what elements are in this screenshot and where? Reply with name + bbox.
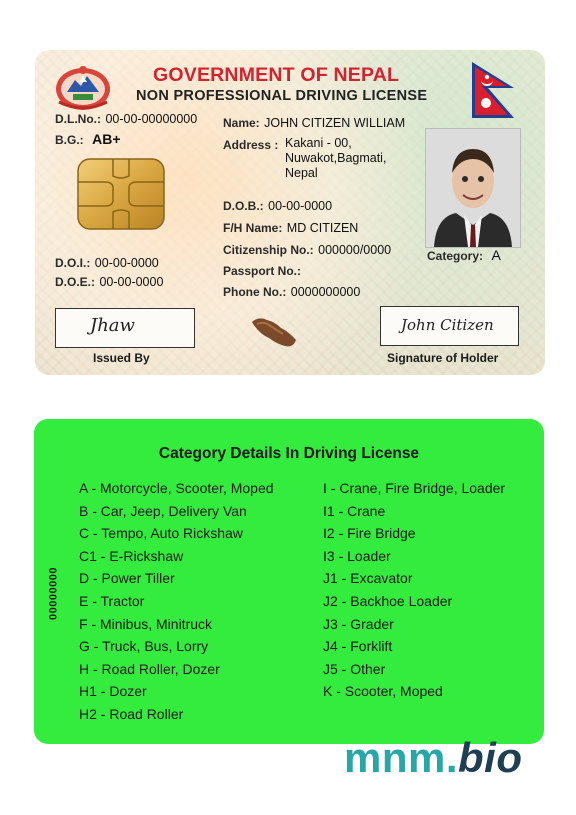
fh-name-label: F/H Name: xyxy=(223,221,283,235)
list-item: A - Motorcycle, Scooter, Moped xyxy=(79,480,274,496)
brand-part-1: mnm. xyxy=(344,734,459,781)
list-item: H2 - Road Roller xyxy=(79,705,184,722)
citizenship-value: 000000/0000 xyxy=(318,243,392,257)
doi-value: 00-00-0000 xyxy=(94,256,159,270)
doe-row xyxy=(55,273,163,291)
name-value: JOHN CITIZEN WILLIAM xyxy=(264,116,406,130)
brand-part-2: bio xyxy=(458,734,523,781)
list-item: I2 - Fire Bridge xyxy=(323,525,416,542)
nepal-flag-icon xyxy=(468,60,518,120)
list-item: I1 - Crane xyxy=(323,502,386,519)
category-row xyxy=(427,247,501,265)
list-item: C - Tempo, Auto Rickshaw xyxy=(79,525,243,542)
fh-name-value: MD CITIZEN xyxy=(286,221,359,235)
license-type-title: NON PROFESSIONAL DRIVING LICENSE xyxy=(136,88,428,104)
nepal-emblem-icon xyxy=(53,62,113,112)
doi-label: D.O.I.: xyxy=(55,256,91,270)
fh-name-row xyxy=(223,219,358,237)
dl-number-label: D.L.No.: xyxy=(55,112,101,126)
holder-signature-box xyxy=(380,306,519,346)
list-item: J1 - Excavator xyxy=(323,570,413,587)
list-item: F - Minibus, Minitruck xyxy=(79,615,213,632)
name-row xyxy=(223,114,405,132)
issuer-signature-box xyxy=(55,308,195,348)
blood-group-value: AB+ xyxy=(92,131,121,147)
phone-row xyxy=(223,283,360,301)
dob-row xyxy=(223,197,332,215)
list-item: J5 - Other xyxy=(323,660,386,677)
license-front-card xyxy=(35,50,545,375)
category-value: A xyxy=(491,247,501,263)
category-details-title: Category Details In Driving License xyxy=(158,445,420,462)
list-item: J4 - Forklift xyxy=(323,638,393,655)
doe-value: 00-00-0000 xyxy=(99,275,164,289)
holder-photo xyxy=(425,128,521,248)
government-title: GOVERNMENT OF NEPAL xyxy=(153,64,400,86)
issued-by-label: Issued By xyxy=(93,351,150,365)
vertical-serial-number: 00000000 xyxy=(46,567,58,621)
list-item: G - Truck, Bus, Lorry xyxy=(79,638,209,655)
doe-label: D.O.E.: xyxy=(55,275,96,289)
category-list-right xyxy=(323,477,505,703)
list-item: B - Car, Jeep, Delivery Van xyxy=(79,502,247,519)
category-list-left xyxy=(79,477,274,726)
name-label: Name: xyxy=(223,116,260,130)
address-line-3: Nepal xyxy=(285,166,318,180)
citizenship-label: Citizenship No.: xyxy=(223,243,314,257)
list-item: I - Crane, Fire Bridge, Loader xyxy=(323,480,506,496)
list-item: J2 - Backhoe Loader xyxy=(323,592,453,609)
phone-label: Phone No.: xyxy=(223,285,287,299)
citizenship-row xyxy=(223,241,391,259)
dob-label: D.O.B.: xyxy=(223,199,264,213)
blood-group-row xyxy=(55,131,121,149)
smart-chip-icon xyxy=(77,158,165,230)
brand-watermark xyxy=(344,734,523,782)
list-item: D - Power Tiller xyxy=(79,570,175,587)
list-item: J3 - Grader xyxy=(323,615,394,632)
phone-value: 0000000000 xyxy=(290,285,361,299)
address-line-1: Kakani - 00, xyxy=(285,136,352,150)
address-line-2: Nuwakot,Bagmati, xyxy=(285,151,387,165)
license-back-card xyxy=(34,419,544,744)
address-label: Address : xyxy=(223,138,279,152)
nepal-map-icon xyxy=(249,312,299,352)
list-item: H - Road Roller, Dozer xyxy=(79,660,220,677)
list-item: C1 - E-Rickshaw xyxy=(79,547,184,564)
doi-row xyxy=(55,254,159,272)
dl-number-row xyxy=(55,110,197,128)
list-item: E - Tractor xyxy=(79,592,145,609)
holder-signature: John Citizen xyxy=(401,316,494,334)
passport-label: Passport No.: xyxy=(223,264,302,278)
issuer-signature: Jhaw xyxy=(90,315,135,336)
list-item: I3 - Loader xyxy=(323,547,391,564)
signature-of-holder-label: Signature of Holder xyxy=(387,351,499,365)
blood-group-label: B.G.: xyxy=(55,133,84,147)
dl-number-value: 00-00-00000000 xyxy=(105,112,198,126)
passport-row xyxy=(223,262,301,280)
dob-value: 00-00-0000 xyxy=(268,199,333,213)
list-item: H1 - Dozer xyxy=(79,683,147,700)
category-label: Category: xyxy=(427,249,484,263)
list-item: K - Scooter, Moped xyxy=(323,683,443,700)
